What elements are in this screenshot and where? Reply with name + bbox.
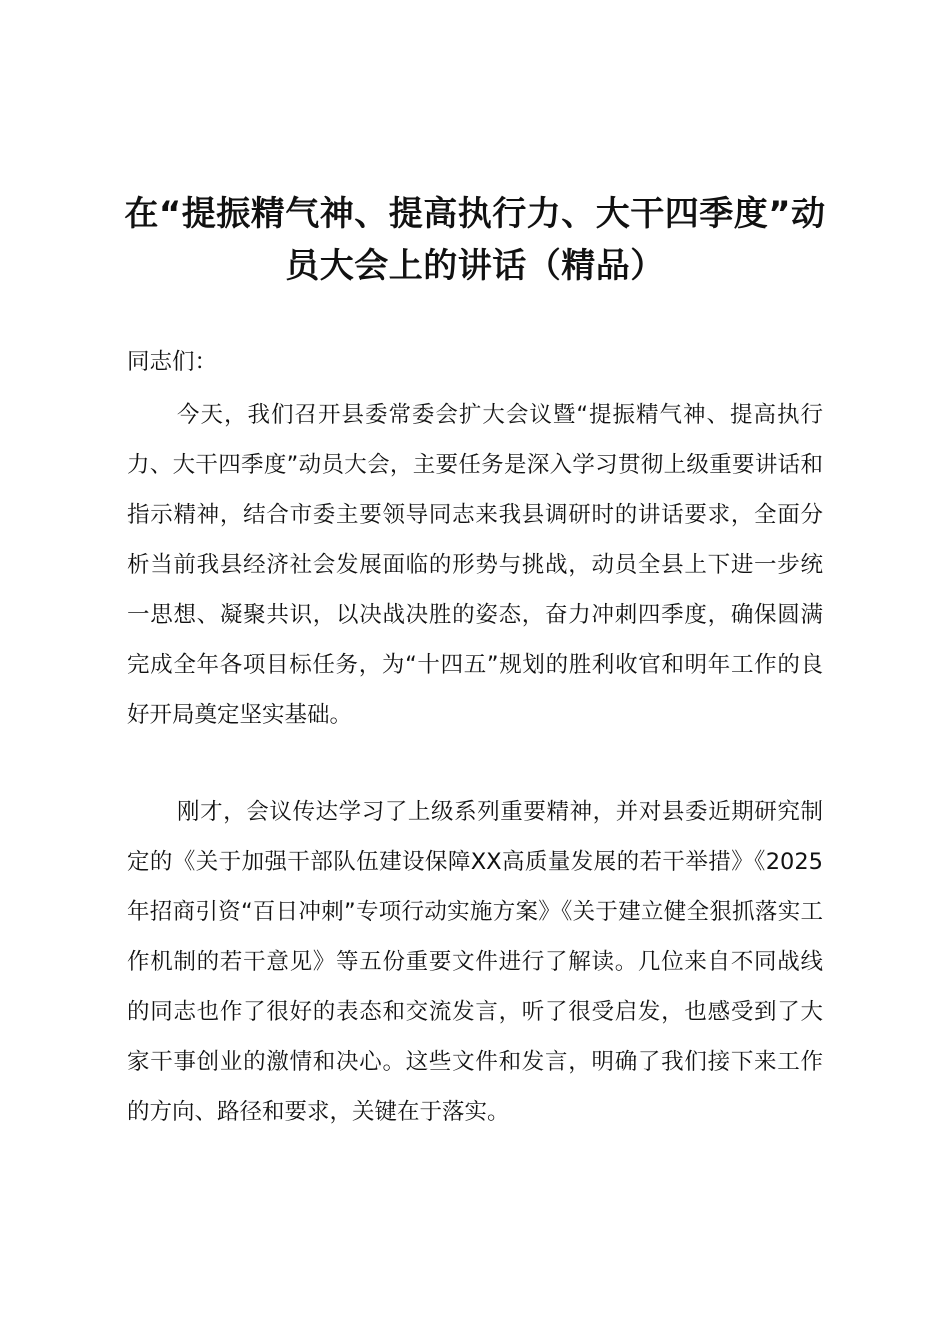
paragraph-opening: 今天，我们召开县委常委会扩大会议暨“提振精气神、提高执行力、大干四季度”动员大会，主要任务是深入学习贯彻上级重要讲话和指示精神，结合市委主要领导同志来我县调研时的讲话要求，全面分析当前我县经济社会发展面临的形势与挑战，动员全县上下进一步统一思想、凝聚共识，以决战决胜的姿态，奋力冲刺四季度，确保圆满完成全年各项目标任务，为“十四五”规划的胜利收官和明年工作的良好开局奠定坚实基础。 <box>127 402 823 728</box>
paragraph-review: 刚才，会议传达学习了上级系列重要精神，并对县委近期研究制定的《关于加强干部队伍建设保障XX高质量发展的若干举措》《2025年招商引资“百日冲刺”专项行动实施方案》《关于建立健全狠抓落实工作机制的若干意见》等五份重要文件进行了解读。几位来自不同战线的同志也作了很好的表态和交流发言，听了很受启发，也感受到了大家干事创业的激情和决心。这些文件和发言，明确了我们接下来工作的方向、路径和要求，关键在于落实。 <box>127 799 823 1125</box>
document-title: 在“提振精气神、提高执行力、大干四季度”动员大会上的讲话（精品） <box>124 194 826 286</box>
salutation: 同志们： <box>127 349 218 375</box>
